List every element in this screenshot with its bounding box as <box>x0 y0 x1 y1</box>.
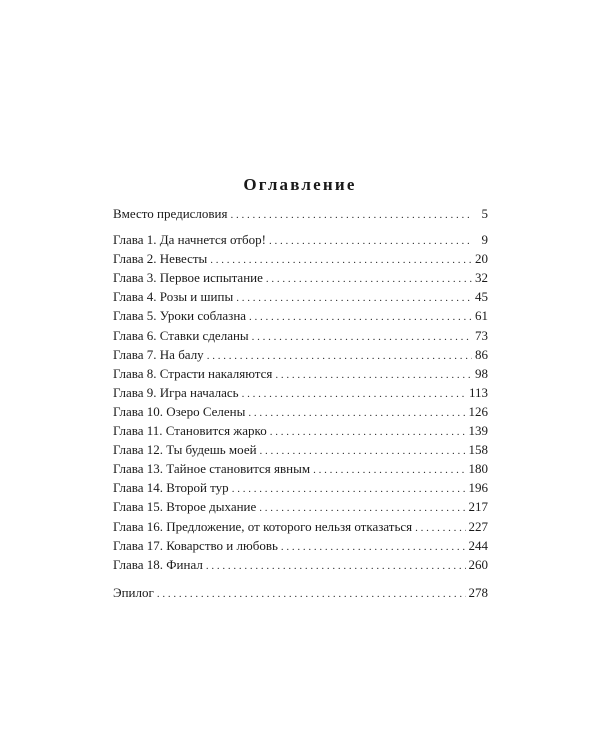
toc-entry-label: Глава 14. Второй тур <box>113 480 229 496</box>
toc-entry-chapter-13 <box>113 459 488 478</box>
toc-entry-chapter-6 <box>113 326 488 345</box>
dot-leader <box>252 326 472 347</box>
toc-entry-label: Эпилог <box>113 584 154 600</box>
toc-entry-label: Глава 10. Озеро Селены <box>113 403 246 419</box>
toc-entry-preface <box>113 204 488 223</box>
table-of-contents <box>113 204 488 602</box>
toc-entry-chapter-15 <box>113 497 488 516</box>
toc-entry-label: Глава 18. Финал <box>113 556 203 572</box>
toc-entry-page: 61 <box>475 308 488 324</box>
toc-entry-page: 5 <box>481 206 488 221</box>
toc-entry-label: Глава 11. Становится жарко <box>113 423 267 439</box>
toc-entry-chapter-1 <box>113 230 488 249</box>
dot-leader <box>236 287 472 308</box>
dot-leader <box>207 345 472 366</box>
toc-entry-label: Глава 4. Розы и шипы <box>113 289 234 305</box>
toc-entry-page: 126 <box>468 403 488 419</box>
toc-entry-page: 227 <box>468 518 488 534</box>
toc-entry-page: 260 <box>468 556 488 572</box>
dot-leader <box>266 268 472 289</box>
toc-entry-label: Глава 8. Страсти накаляются <box>113 365 273 381</box>
toc-entry-epilogue <box>113 583 488 602</box>
dot-leader <box>260 440 466 461</box>
toc-entry-label: Глава 12. Ты будешь моей <box>113 442 257 458</box>
dot-leader <box>270 421 466 442</box>
toc-entry-page: 113 <box>468 384 488 400</box>
toc-entry-chapter-2 <box>113 249 488 268</box>
toc-entry-label: Глава 6. Ставки сделаны <box>113 327 249 343</box>
toc-entry-label: Глава 2. Невесты <box>113 251 208 267</box>
toc-entry-page: 73 <box>475 327 488 343</box>
toc-entry-page: 98 <box>475 365 488 381</box>
dot-leader <box>269 230 473 251</box>
dot-leader <box>281 536 466 557</box>
toc-entry-label: Глава 17. Коварство и любовь <box>113 537 278 553</box>
toc-entry-label: Глава 3. Первое испытание <box>113 270 263 286</box>
toc-entry-chapter-5 <box>113 306 488 325</box>
toc-entry-page: 45 <box>475 289 488 305</box>
toc-entry-page: 20 <box>475 251 488 267</box>
dot-leader <box>259 497 465 518</box>
toc-entry-page: 32 <box>475 270 488 286</box>
dot-leader <box>157 583 466 604</box>
toc-entry-label: Глава 5. Уроки соблазна <box>113 308 247 324</box>
toc-entry-chapter-11 <box>113 421 488 440</box>
toc-entry-chapter-14 <box>113 478 488 497</box>
toc-entry-page: 180 <box>468 461 488 477</box>
toc-entry-chapter-3 <box>113 268 488 287</box>
toc-entry-page: 244 <box>468 537 488 553</box>
dot-leader <box>230 204 473 225</box>
toc-entry-label: Вместо предисловия <box>113 206 228 221</box>
toc-entry-page: 158 <box>468 442 488 458</box>
toc-entry-label: Глава 15. Второе дыхание <box>113 499 257 515</box>
toc-entry-page: 139 <box>468 423 488 439</box>
dot-leader <box>275 364 472 385</box>
dot-leader <box>206 555 466 576</box>
toc-entry-page: 278 <box>468 584 488 600</box>
toc-entry-chapter-4 <box>113 287 488 306</box>
dot-leader <box>248 402 465 423</box>
toc-entry-chapter-17 <box>113 536 488 555</box>
toc-entry-label: Глава 13. Тайное становится явным <box>113 461 311 477</box>
toc-entry-page: 196 <box>468 480 488 496</box>
toc-entry-label: Глава 16. Предложение, от которого нельзя отказаться <box>113 518 413 534</box>
toc-entry-chapter-16 <box>113 517 488 536</box>
toc-entry-chapter-7 <box>113 345 488 364</box>
dot-leader <box>415 517 465 538</box>
toc-entry-page: 9 <box>481 232 488 248</box>
dot-leader <box>313 459 465 480</box>
toc-entry-chapter-9 <box>113 383 488 402</box>
toc-entry-label: Глава 1. Да начнется отбор! <box>113 232 266 248</box>
toc-entry-chapter-12 <box>113 440 488 459</box>
toc-entry-page: 217 <box>468 499 488 515</box>
toc-entry-page: 86 <box>475 346 488 362</box>
toc-entry-chapter-18 <box>113 555 488 574</box>
dot-leader <box>249 306 472 327</box>
dot-leader <box>242 383 466 404</box>
toc-entry-chapter-8 <box>113 364 488 383</box>
toc-entry-chapter-10 <box>113 402 488 421</box>
toc-title: Оглавление <box>243 175 357 194</box>
toc-entry-label: Глава 7. На балу <box>113 346 204 362</box>
toc-entry-label: Глава 9. Игра началась <box>113 384 239 400</box>
dot-leader <box>210 249 472 270</box>
dot-leader <box>232 478 466 499</box>
